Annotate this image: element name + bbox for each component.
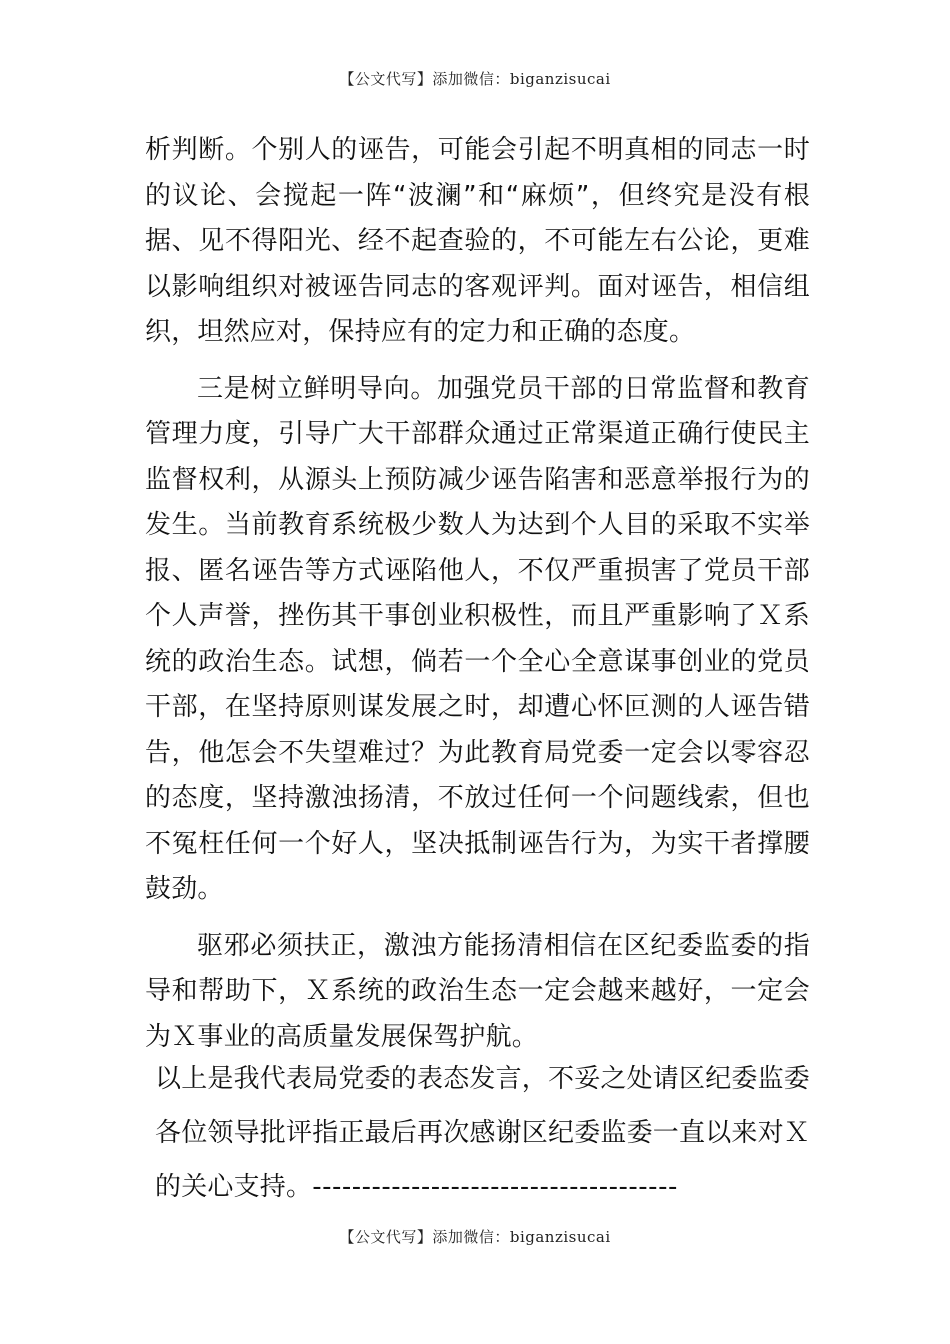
page-footer-watermark: 【公文代写】添加微信：biganzisucai (339, 1228, 611, 1246)
paragraph-conclusion: 驱邪必须扶正，激浊方能扬清相信在区纪委监委的指导和帮助下，Ｘ系统的政治生态一定会越来越好，一定会为Ｘ事业的高质量发展保驾护航。 (145, 930, 810, 1052)
paragraph-point-three: 三是树立鲜明导向。加强党员干部的日常监督和教育管理力度，引导广大干部群众通过正常渠道正确行使民主监督权利，从源头上预防减少诬告陷害和恶意举报行为的发生。当前教育系统极少数人为达到个人目的采取不实举报、匿名诬告等方式诬陷他人，不仅严重损害了党员干部个人声誉，挫伤其干事创业积极性，而且严重影响了Ｘ系统的政治生态。试想，倘若一个全心全意谋事创业的党员干部，在坚持原则谋发展之时，却遭心怀叵测的人诬告错告，他怎会不失望难过？为此教育局党委一定会以零容忍的态度，坚持激浊扬清，不放过任何一个问题线索，但也不冤枉任何一个好人，坚决抵制诬告行为，为实干者撑腰鼓劲。 (145, 373, 810, 904)
paragraph-continuation: 析判断。个别人的诬告，可能会引起不明真相的同志一时的议论、会搅起一阵“波澜”和“麻烦”，但终究是没有根据、见不得阳光、经不起查验的，不可能左右公论，更难以影响组织对被诬告同志的客观评判。面对诬告，相信组织，坦然应对，保持应有的定力和正确的态度。 (145, 135, 810, 347)
closing-text: 以上是我代表局党委的表态发言，不妥之处请区纪委监委各位领导批评指正最后再次感谢区纪委监委一直以来对Ｘ的关心支持。 (155, 1064, 811, 1202)
document-body (145, 128, 810, 1071)
closing-dashes: ------------------------------------- (312, 1172, 678, 1202)
closing-remarks (155, 1052, 815, 1214)
page-header-watermark: 【公文代写】添加微信：biganzisucai (339, 70, 611, 88)
